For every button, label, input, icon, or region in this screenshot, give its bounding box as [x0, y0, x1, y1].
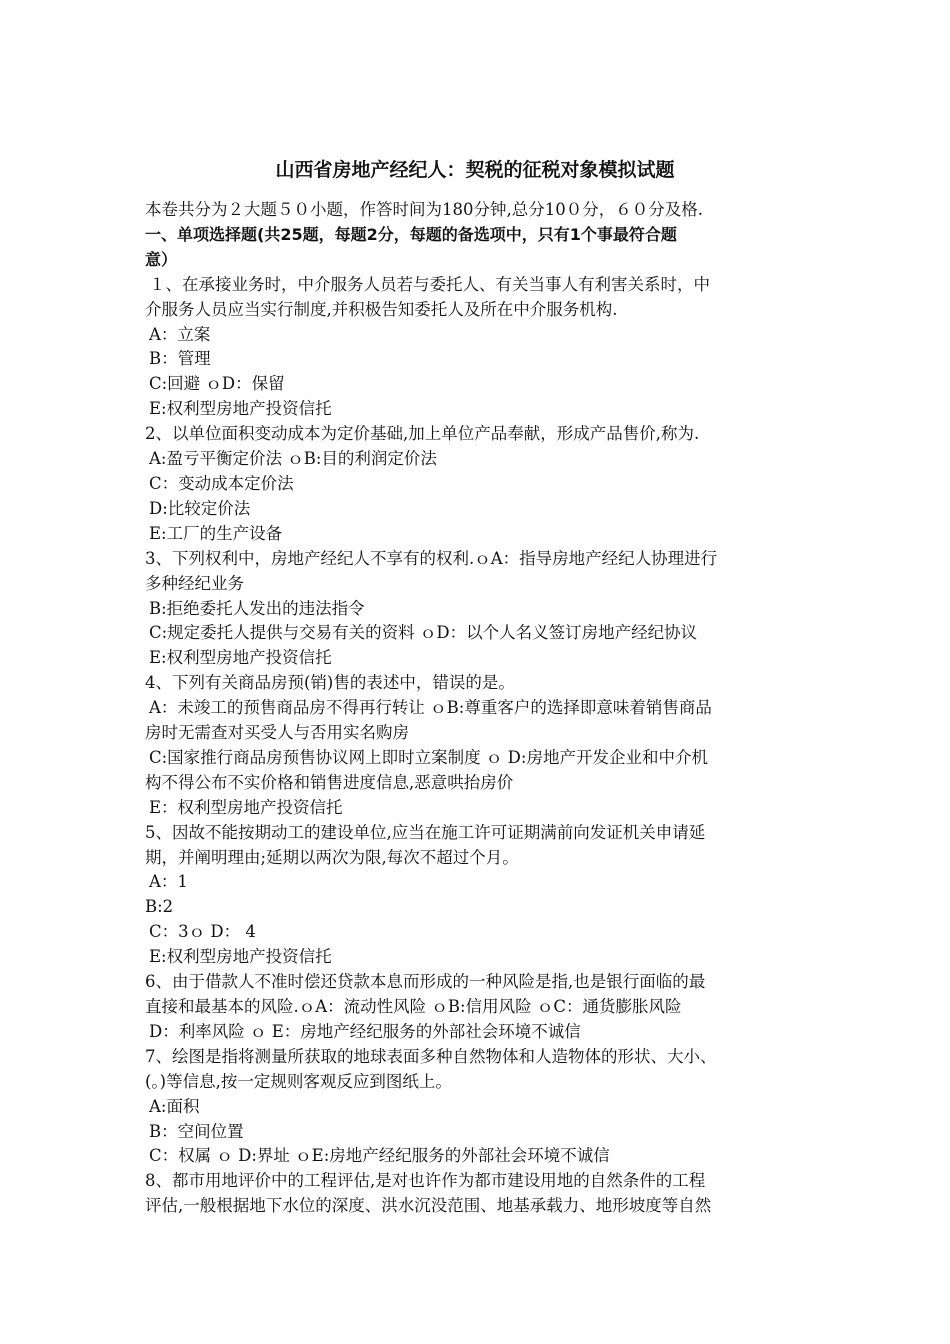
section-heading-cont: 意）	[145, 249, 178, 269]
question-line: １、在承接业务时，中介服务人员若与委托人、有关当事人有利害关系时，中	[149, 274, 710, 294]
option-line: B:2	[145, 897, 174, 917]
option-line: 房时无需查对买受人与否用实名购房	[145, 723, 409, 743]
question-line: 2、以单位面积变动成本为定价基础,加上单位产品奉献，形成产品售价,称为.	[145, 424, 700, 444]
question-line: 介服务人员应当实行制度,并积极告知委托人及所在中介服务机构.	[145, 299, 618, 319]
question-line: 3、下列权利中，房地产经纪人不享有的权利.ｏA：指导房地产经纪人协理进行	[145, 548, 718, 568]
option-line: C：3ｏ D： 4	[149, 922, 256, 942]
section-heading: 一、单项选择题(共25题，每题2分，每题的备选项中，只有1个事最符合题	[145, 224, 677, 244]
option-line: D:比较定价法	[149, 498, 251, 518]
document-title: 山西省房地产经纪人：契税的征税对象模拟试题	[275, 159, 675, 181]
question-line: 期，并阐明理由;延期以两次为限,每次不超过个月。	[145, 847, 519, 867]
option-line: B：空间位置	[149, 1121, 244, 1141]
option-line: C:回避 ｏD：保留	[149, 374, 285, 394]
question-line: 4、下列有关商品房预(销)售的表述中，错误的是。	[145, 673, 515, 693]
option-line: A:面积	[149, 1096, 200, 1116]
document-body	[145, 198, 817, 1219]
question-line: 7、绘图是指将测量所获取的地球表面多种自然物体和人造物体的形状、大小、	[145, 1046, 717, 1066]
option-line: C:国家推行商品房预售协议网上即时立案制度 ｏ D:房地产开发企业和中介机	[149, 747, 708, 767]
option-line: A：未竣工的预售商品房不得再行转让 ｏB:尊重客户的选择即意味着销售商品	[149, 698, 712, 718]
option-line: D：利率风险 ｏ E：房地产经纪服务的外部社会环境不诚信	[149, 1021, 581, 1041]
option-line: C：变动成本定价法	[149, 473, 294, 493]
question-line: 8、都市用地评价中的工程评估,是对也许作为都市建设用地的自然条件的工程	[145, 1171, 706, 1191]
question-line: (。)等信息,按一定规则客观反应到图纸上。	[145, 1071, 452, 1091]
option-line: 构不得公布不实价格和销售进度信息,恶意哄抬房价	[145, 772, 514, 792]
option-line: E:权利型房地产投资信托	[149, 648, 332, 668]
option-line: A：立案	[149, 324, 211, 344]
option-line: B：管理	[149, 349, 211, 369]
question-line: 6、由于借款人不准时偿还贷款本息而形成的一种风险是指,也是银行面临的最	[145, 972, 706, 992]
question-line: 5、因故不能按期动工的建设单位,应当在施工许可证期满前向发证机关申请延	[145, 822, 706, 842]
option-line: C:规定委托人提供与交易有关的资料 ｏD：以个人名义签订房地产经纪协议	[149, 623, 698, 643]
question-line: 评估,一般根据地下水位的深度、洪水沉没范围、地基承载力、地形坡度等自然	[145, 1196, 712, 1216]
option-line: C：权属 ｏ D:界址 ｏE:房地产经纪服务的外部社会环境不诚信	[149, 1146, 610, 1166]
question-line: 直接和最基本的风险.ｏA：流动性风险 ｏB:信用风险 ｏC：通货膨胀风险	[145, 997, 682, 1016]
option-line: E:权利型房地产投资信托	[149, 399, 332, 419]
question-line: 多种经纪业务	[145, 573, 244, 593]
option-line: A:盈亏平衡定价法 ｏB:目的利润定价法	[149, 449, 437, 469]
option-line: A：1	[149, 872, 188, 892]
option-line: B:拒绝委托人发出的违法指令	[149, 598, 365, 618]
option-line: E:权利型房地产投资信托	[149, 947, 332, 967]
option-line: E:工厂的生产设备	[149, 523, 283, 543]
exam-intro: 本卷共分为２大题５０小题，作答时间为180分钟,总分10０分，６０分及格.	[145, 200, 703, 219]
option-line: E：权利型房地产投资信托	[149, 797, 343, 817]
